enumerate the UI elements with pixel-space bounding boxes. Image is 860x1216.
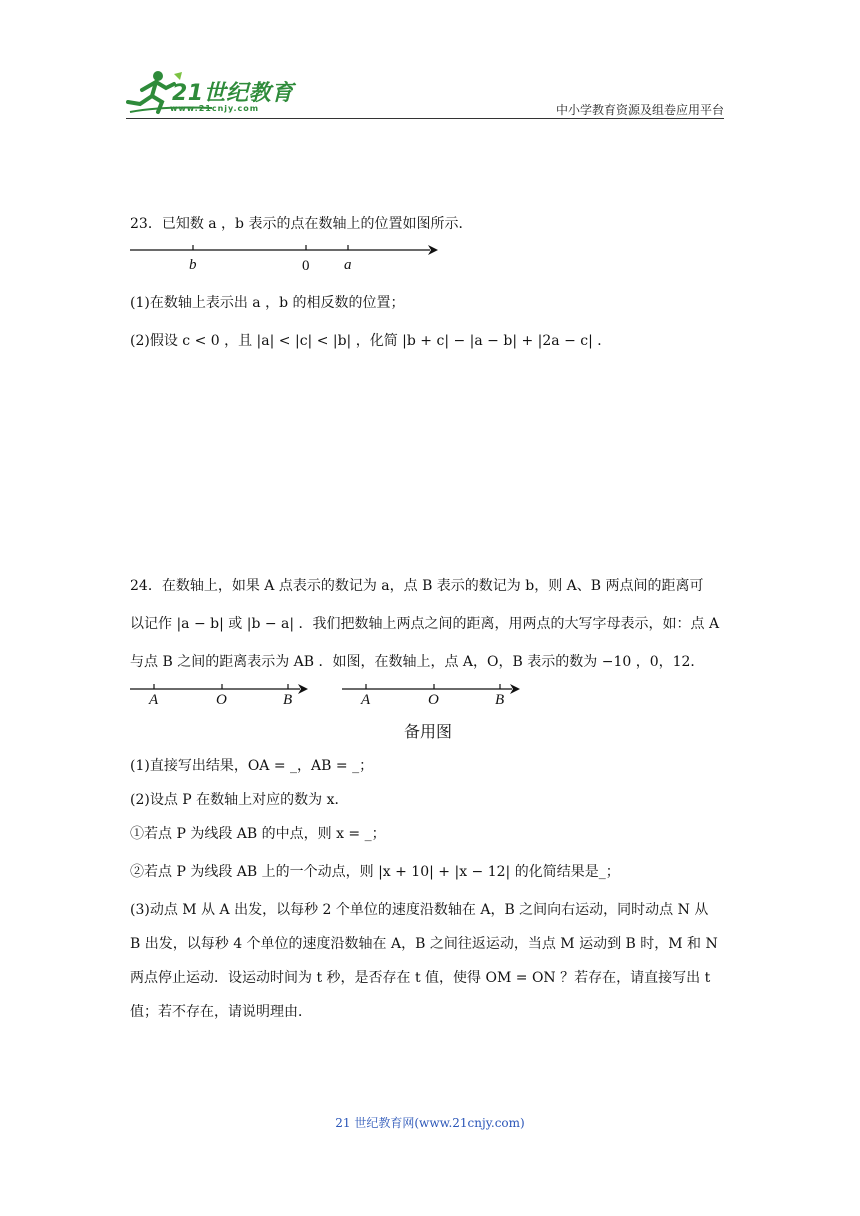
q23-stem: 23．已知数 a ，b 表示的点在数轴上的位置如图所示． [130, 216, 473, 232]
q24-axis2-label-A: A [361, 692, 371, 708]
q24-part2: (2)设点 P 在数轴上对应的数为 x． [130, 792, 349, 808]
q24-axis1-label-O: O [216, 692, 227, 708]
q24-part3-line4: 值；若不存在，请说明理由． [130, 1004, 312, 1020]
q23-part2: (2)假设 c < 0 ，且 |a| < |c| < |b| ，化简 |b + c| − |a − b| + |2a − c| ． [130, 333, 612, 349]
q24-part3-line1: (3)动点 M 从 A 出发，以每秒 2 个单位的速度沿数轴在 A，B 之间向右运动，同时动点 N 从 [130, 902, 709, 918]
header-platform-text: 中小学教育资源及组卷应用平台 [555, 103, 724, 117]
q24-part2a: ①若点 P 为线段 AB 的中点，则 x = _； [130, 826, 386, 842]
q24-part3-line2: B 出发，以每秒 4 个单位的速度沿数轴在 A，B 之间往返运动，当点 M 运动到 B 时，M 和 N [130, 936, 718, 952]
q24-backup-caption: 备用图 [404, 722, 453, 741]
logo-url: www.21cnjy.com [170, 104, 260, 113]
q24-line3: 与点 B 之间的距离表示为 AB ．如图，在数轴上，点 A，O，B 表示的数为 −10 ，0，12． [130, 654, 705, 670]
q23-part1: (1)在数轴上表示出 a ，b 的相反数的位置； [130, 295, 405, 311]
q23-label-b: b [189, 257, 197, 273]
q24-part3-line3: 两点停止运动．设运动时间为 t 秒，是否存在 t 值，使得 OM = ON ？若存在，请直接写出 t [130, 970, 711, 986]
q23-number-line [128, 240, 448, 280]
q23-label-0: 0 [302, 258, 310, 274]
q23-label-a: a [344, 257, 352, 273]
header-divider [126, 118, 724, 119]
q24-axis2-label-B: B [495, 692, 505, 708]
q24-line2: 以记作 |a − b| 或 |b − a| ．我们把数轴上两点之间的距离，用两点的大写字母表示，如：点 A [130, 616, 720, 632]
q24-axis1-label-B: B [283, 692, 293, 708]
q24-axis2-label-O: O [428, 692, 439, 708]
logo-text: 21世纪教育 [172, 81, 294, 106]
q24-axis1-label-A: A [149, 692, 159, 708]
q24-part1: (1)直接写出结果，OA = _，AB = _； [130, 758, 374, 774]
q24-part2b: ②若点 P 为线段 AB 上的一个动点，则 |x + 10| + |x − 12| 的化简结果是_； [130, 864, 620, 880]
footer-link[interactable]: 21 世纪教育网(www.21cnjy.com) [335, 1116, 525, 1130]
q24-line1: 24．在数轴上，如果 A 点表示的数记为 a，点 B 表示的数记为 b，则 A、B 两点间的距离可 [130, 578, 704, 594]
